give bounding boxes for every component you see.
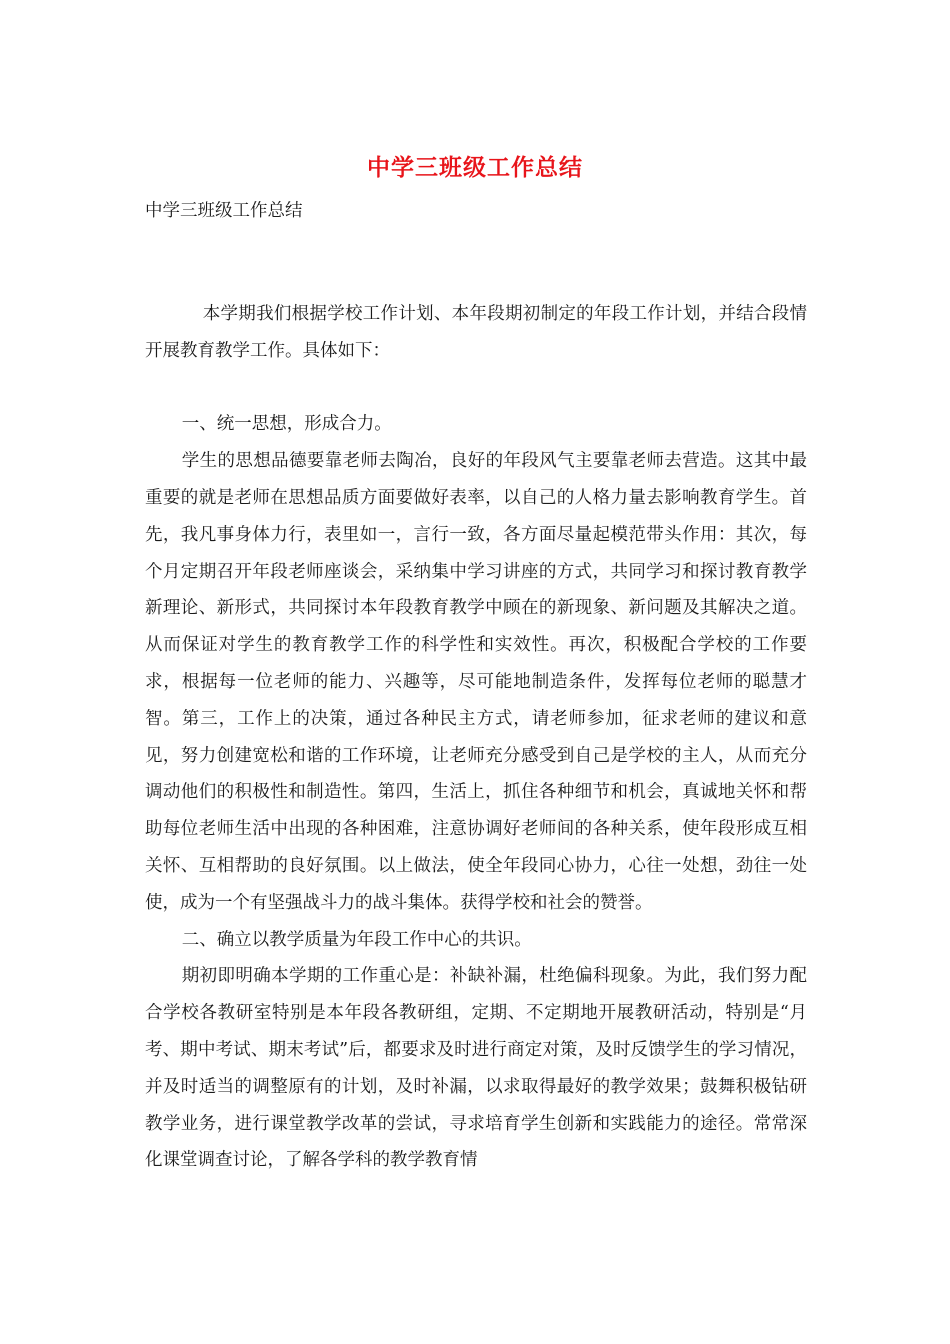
paragraph-section-1: 学生的思想品德要靠老师去陶冶，良好的年段风气主要靠老师去营造。这其中最重要的就是老师在思想品质方面要做好表率，以自己的人格力量去影响教育学生。首先，我凡事身体力行，表里如一，言行一致，各方面尽量起模范带头作用：其次，每个月定期召开年段老师座谈会，采纳集中学习讲座的方式，共同学习和探讨教育教学新理论、新形式，共同探讨本年段教育教学中顾在的新现象、新问题及其解决之道。从而保证对学生的教育教学工作的科学性和实效性。再次，积极配合学校的工作要求，根据每一位老师的能力、兴趣等，尽可能地制造条件，发挥每位老师的聪慧才智。第三，工作上的决策，通过各种民主方式，请老师参加，征求老师的建议和意见，努力创建宽松和谐的工作环境，让老师充分感受到自己是学校的主人，从而充分调动他们的积极性和制造性。第四，生活上，抓住各种细节和机会，真诚地关怀和帮助每位老师生活中出现的各种困难，注意协调好老师间的各种关系，使年段形成互相关怀、互相帮助的良好氛围。以上做法，使全年段同心协力，心往一处想，劲往一处使，成为一个有坚强战斗力的战斗集体。获得学校和社会的赞誉。 xyxy=(145,451,807,913)
section-heading-2: 二、确立以教学质量为年段工作中心的共识。 xyxy=(181,929,532,950)
document-title: 中学三班级工作总结 xyxy=(367,154,583,181)
section-heading-1: 一、统一思想，形成合力。 xyxy=(181,414,392,435)
document-body xyxy=(145,296,807,1179)
document-subtitle: 中学三班级工作总结 xyxy=(145,201,303,221)
paragraph-section-2: 期初即明确本学期的工作重心是：补缺补漏，杜绝偏科现象。为此，我们努力配合学校各教研室特别是本年段各教研组，定期、不定期地开展教研活动，特别是“月考、期中考试、期末考试”后，都要求及时进行商定对策，及时反馈学生的学习情况，并及时适当的调整原有的计划，及时补漏，以求取得最好的教学效果；鼓舞积极钻研教学业务，进行课堂教学改革的尝试，寻求培育学生创新和实践能力的途径。常常深化课堂调查讨论，了解各学科的教学教育情 xyxy=(145,966,807,1171)
paragraph-intro: 本学期我们根据学校工作计划、本年段期初制定的年段工作计划，并结合段情开展教育教学工作。具体如下： xyxy=(145,304,807,361)
